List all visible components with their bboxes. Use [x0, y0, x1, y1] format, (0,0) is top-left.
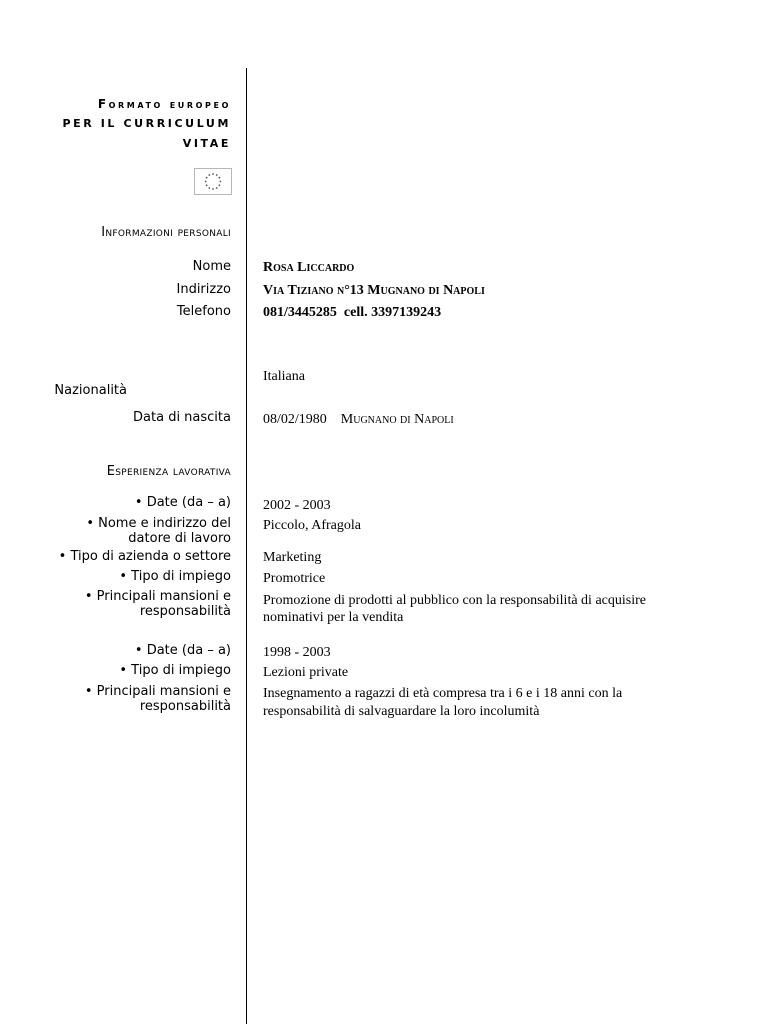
phone-label: Telefono [176, 304, 231, 319]
column-divider [246, 68, 247, 1024]
job2-dates-label: • Date (da – a) [134, 643, 231, 658]
address-label: Indirizzo [176, 282, 231, 297]
job2-position-label: • Tipo di impiego [119, 663, 231, 678]
nationality-label: Nazionalità [54, 383, 127, 398]
job2-duties-value-2: responsabilità di salvaguardare la loro incolumità [263, 704, 540, 719]
name-label: Nome [192, 259, 231, 274]
birth-value [263, 412, 454, 428]
section-work-experience: Esperienza lavorativa [106, 464, 231, 479]
name-value: Rosa Liccardo [263, 260, 355, 275]
eu-flag-icon [194, 168, 232, 195]
job1-employer-label-1: • Nome e indirizzo del [86, 516, 231, 531]
job1-dates-value: 2002 - 2003 [263, 498, 331, 513]
job2-position-value: Lezioni private [263, 665, 349, 680]
job1-duties-value-1: Promozione di prodotti al pubblico con la responsabilità di acquisire [263, 593, 646, 608]
nationality-value: Italiana [263, 369, 305, 384]
job1-position-value: Promotrice [263, 571, 326, 586]
job1-employer-label-2: datore di lavoro [128, 531, 231, 546]
job1-position-label: • Tipo di impiego [119, 569, 231, 584]
job1-sector-value: Marketing [263, 550, 322, 565]
job1-duties-label-1: • Principali mansioni e [84, 589, 231, 604]
section-personal-info: Informazioni personali [101, 225, 231, 240]
cv-title-line-3: VITAE [182, 137, 231, 150]
birth-label: Data di nascita [133, 410, 231, 425]
job1-sector-label: • Tipo di azienda o settore [58, 549, 231, 564]
job1-dates-label: • Date (da – a) [134, 495, 231, 510]
phone-value: 081/3445285 cell. 3397139243 [263, 305, 442, 320]
job1-duties-label-2: responsabilità [139, 604, 231, 619]
job2-duties-label-1: • Principali mansioni e [84, 684, 231, 699]
birth-date: 08/02/1980 [263, 412, 327, 427]
job2-duties-value-1: Insegnamento a ragazzi di età compresa tra i 6 e i 18 anni con la [263, 686, 623, 701]
job2-dates-value: 1998 - 2003 [263, 645, 331, 660]
job2-duties-label-2: responsabilità [139, 699, 231, 714]
cv-title-line-1: Formato europeo [97, 97, 231, 111]
job1-employer-value: Piccolo, Afragola [263, 518, 361, 533]
birth-place: Mugnano di Napoli [340, 412, 454, 427]
address-value: Via Tiziano n°13 Mugnano di Napoli [263, 283, 485, 298]
cv-title-line-2: PER IL CURRICULUM [62, 117, 231, 130]
job1-duties-value-2: nominativi per la vendita [263, 610, 404, 625]
